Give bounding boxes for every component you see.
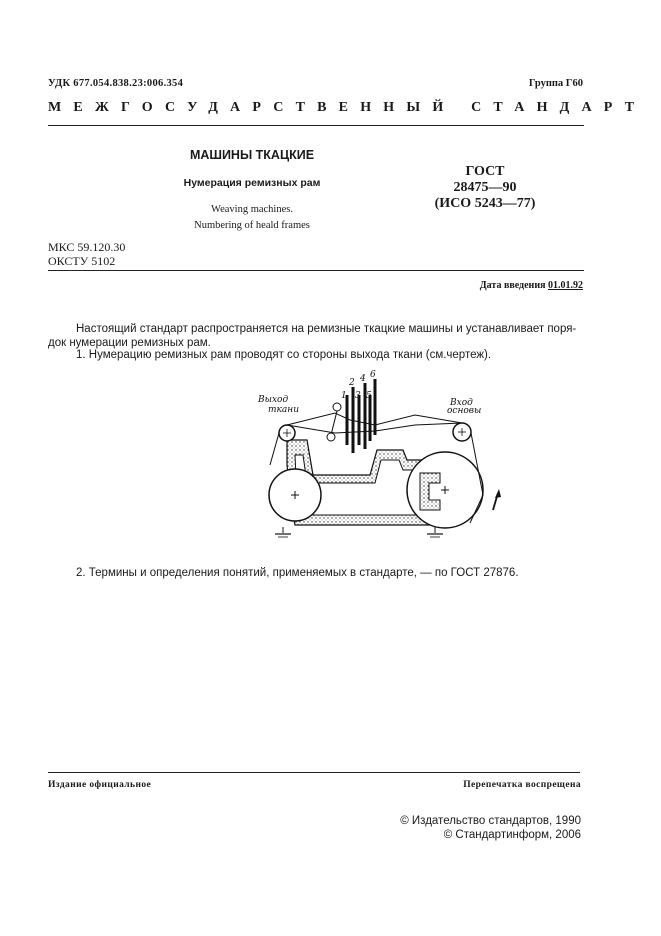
header-rule [48,125,584,126]
label-cloth-output-1: Выход [258,395,289,405]
frame-number-3: 3 [355,391,361,401]
gost-line3: (ИСО 5243—77) [434,196,536,211]
clause-1: 1. Нумерацию ремизных рам проводят со стороны выхода ткани (см.чертеж). [76,349,492,361]
intro-date-label: Дата введения [479,280,546,291]
clause-2: 2. Термины и определения понятий, применяемых в стандарте, — по ГОСТ 27876. [76,567,519,579]
gost-line2: 28475—90 [453,180,517,195]
okstu-code: ОКСТУ 5102 [48,254,116,268]
loom-diagram [255,365,505,545]
reprint-prohibited: Перепечатка воспрещена [463,780,581,790]
gost-line1: ГОСТ [465,164,505,179]
mks-code: МКС 59.120.30 [48,240,126,254]
label-warp-input-1: Вход [450,398,473,408]
standard-banner: МЕЖГОСУДАРСТВЕННЫЙ СТАНДАРТ [48,100,647,115]
codes-rule [48,270,584,271]
sley-pivot [333,403,341,411]
gost-designation [410,164,560,212]
official-edition: Издание официальное [48,780,152,790]
copyright-2006: © Стандартинформ, 2006 [443,829,581,841]
frame-number-6: 6 [370,370,376,380]
frame-number-2: 2 [349,378,355,388]
intro-paragraph [48,322,586,350]
sley-crank [327,433,335,441]
intro-paragraph-line1: Настоящий стандарт распространяется на ремизные ткацкие машины и устанавливает поря- [76,323,577,335]
english-title-line2: Numbering of heald frames [194,220,310,231]
english-title [150,202,354,234]
rotation-arrow-head [495,489,501,498]
intro-paragraph-line2: док нумерации ремизных рам. [48,337,211,349]
intro-date-value: 01.01.92 [548,280,583,291]
cloth-path-left [270,433,279,465]
intro-date [480,280,583,291]
group-code: Группа Г60 [528,78,583,89]
english-title-line1: Weaving machines. [211,204,293,215]
frame-number-1: 1 [341,391,347,401]
udk-code: УДК 677.054.838.23:006.354 [48,78,184,89]
document-subtitle: Нумерация ремизных рам [183,177,321,189]
copyright-1990: © Издательство стандартов, 1990 [400,815,581,827]
footer-rule [48,772,580,773]
document-title: МАШИНЫ ТКАЦКИЕ [189,148,315,162]
frame-number-4: 4 [360,374,366,384]
label-warp-input-2: основы [447,406,482,416]
sley-arm [331,411,337,435]
frame-number-5: 5 [366,391,372,401]
classification-codes [48,240,125,268]
label-cloth-output-2: ткани [268,405,299,415]
